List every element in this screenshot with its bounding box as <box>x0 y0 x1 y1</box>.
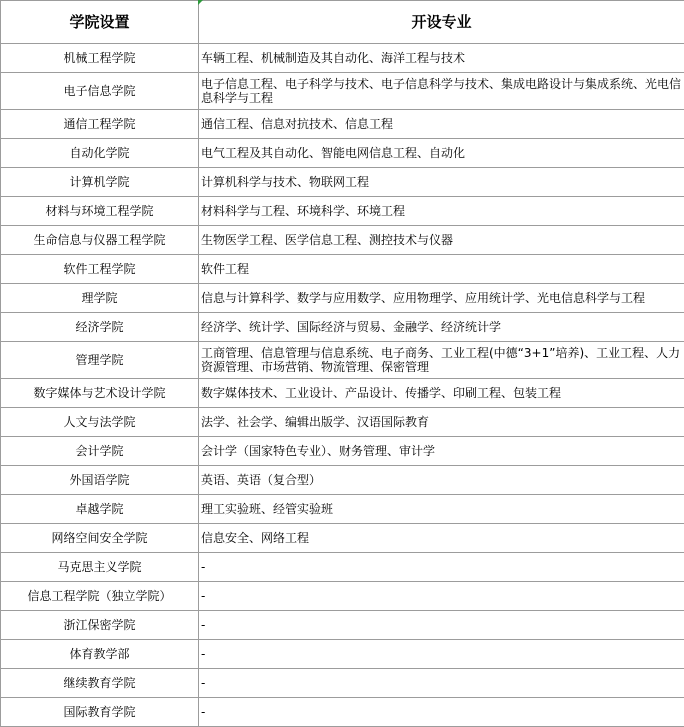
majors-cell: 车辆工程、机械制造及其自动化、海洋工程与技术 <box>199 44 684 73</box>
majors-cell: 英语、英语（复合型） <box>199 466 684 495</box>
table-row <box>1 284 684 313</box>
table-row <box>1 168 684 197</box>
majors-cell: 会计学（国家特色专业）、财务管理、审计学 <box>199 437 684 466</box>
college-cell: 通信工程学院 <box>1 110 199 139</box>
majors-cell: 生物医学工程、医学信息工程、测控技术与仪器 <box>199 226 684 255</box>
college-cell: 数字媒体与艺术设计学院 <box>1 379 199 408</box>
table-row <box>1 524 684 553</box>
header-college: 学院设置 <box>1 1 199 44</box>
college-cell: 材料与环境工程学院 <box>1 197 199 226</box>
majors-cell: - <box>199 582 684 611</box>
majors-cell: 通信工程、信息对抗技术、信息工程 <box>199 110 684 139</box>
majors-cell: - <box>199 640 684 669</box>
table-row <box>1 139 684 168</box>
majors-cell: - <box>199 669 684 698</box>
table-row <box>1 408 684 437</box>
table-row <box>1 44 684 73</box>
table-row <box>1 553 684 582</box>
majors-cell: 信息与计算科学、数学与应用数学、应用物理学、应用统计学、光电信息科学与工程 <box>199 284 684 313</box>
college-cell: 经济学院 <box>1 313 199 342</box>
table-header-row <box>1 1 684 44</box>
majors-cell: 信息安全、网络工程 <box>199 524 684 553</box>
college-cell: 信息工程学院（独立学院） <box>1 582 199 611</box>
majors-cell: 材料科学与工程、环境科学、环境工程 <box>199 197 684 226</box>
college-cell: 管理学院 <box>1 342 199 379</box>
table-row <box>1 73 684 110</box>
college-cell: 机械工程学院 <box>1 44 199 73</box>
college-cell: 软件工程学院 <box>1 255 199 284</box>
table-row <box>1 342 684 379</box>
college-cell: 人文与法学院 <box>1 408 199 437</box>
college-cell: 国际教育学院 <box>1 698 199 727</box>
majors-cell: - <box>199 553 684 582</box>
table-row <box>1 582 684 611</box>
table-row <box>1 437 684 466</box>
majors-cell: 经济学、统计学、国际经济与贸易、金融学、经济统计学 <box>199 313 684 342</box>
header-majors: 开设专业 <box>199 1 684 44</box>
college-cell: 网络空间安全学院 <box>1 524 199 553</box>
college-cell: 会计学院 <box>1 437 199 466</box>
college-cell: 理学院 <box>1 284 199 313</box>
college-cell: 浙江保密学院 <box>1 611 199 640</box>
table-row <box>1 110 684 139</box>
table-row <box>1 611 684 640</box>
table-row <box>1 313 684 342</box>
table-row <box>1 669 684 698</box>
table-row <box>1 495 684 524</box>
majors-cell: 法学、社会学、编辑出版学、汉语国际教育 <box>199 408 684 437</box>
college-cell: 电子信息学院 <box>1 73 199 110</box>
college-cell: 继续教育学院 <box>1 669 199 698</box>
majors-cell: - <box>199 611 684 640</box>
college-cell: 外国语学院 <box>1 466 199 495</box>
majors-cell: 工商管理、信息管理与信息系统、电子商务、工业工程(中德“3+1”培养)、工业工程、人力资源管理、市场营销、物流管理、保密管理 <box>199 342 684 379</box>
table-row <box>1 255 684 284</box>
table-row <box>1 226 684 255</box>
college-cell: 马克思主义学院 <box>1 553 199 582</box>
majors-cell: 理工实验班、经管实验班 <box>199 495 684 524</box>
cell-corner-marker <box>198 0 203 5</box>
college-cell: 计算机学院 <box>1 168 199 197</box>
table-row <box>1 640 684 669</box>
table-row <box>1 698 684 727</box>
majors-cell: 软件工程 <box>199 255 684 284</box>
college-cell: 卓越学院 <box>1 495 199 524</box>
majors-cell: 电气工程及其自动化、智能电网信息工程、自动化 <box>199 139 684 168</box>
college-cell: 生命信息与仪器工程学院 <box>1 226 199 255</box>
table-row <box>1 379 684 408</box>
college-cell: 体育教学部 <box>1 640 199 669</box>
table-row <box>1 197 684 226</box>
college-cell: 自动化学院 <box>1 139 199 168</box>
majors-cell: 数字媒体技术、工业设计、产品设计、传播学、印刷工程、包装工程 <box>199 379 684 408</box>
table-row <box>1 466 684 495</box>
majors-cell: 计算机科学与技术、物联网工程 <box>199 168 684 197</box>
majors-cell: 电子信息工程、电子科学与技术、电子信息科学与技术、集成电路设计与集成系统、光电信息科学与工程 <box>199 73 684 110</box>
majors-cell: - <box>199 698 684 727</box>
